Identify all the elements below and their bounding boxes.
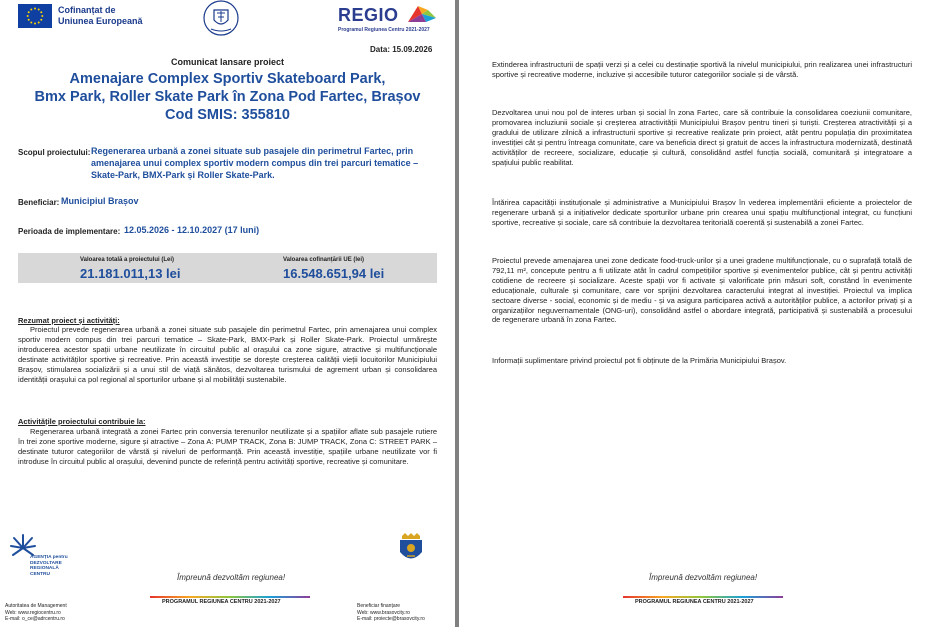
footer-color-line [150, 596, 310, 598]
page2-paragraph-2: Dezvoltarea unui nou pol de interes urban și social în zona Fartec, care să contribuie la consolidarea coeziunii comunitare, promovarea incluziunii sociale și creșterea atractivității Municipiului Brașov pentru tineri și turiști. Creșterea atractivității și a gradului de utilizare zilnică a infrastructurii sportive și recreative realizate prin proiect, atât pentru populația din proximitatea investiției cât și pentru întreaga comunitate, care va beneficia direct și gratuit de acces la infrastructura modernizată, destinată activităților de recreere, socializare, educație și cultură, consolidând astfel funcția socială, comunitară și integratoare a spațiului public reabilitat. [492, 108, 912, 167]
slogan-page-2: Împreună dezvoltăm regiunea! [649, 573, 758, 582]
period-value: 12.05.2026 - 12.10.2027 (17 luni) [124, 225, 260, 235]
eu-line-1: Cofinanțat de [58, 5, 116, 15]
beneficiary-value: Municipiul Brașov [61, 196, 139, 206]
page2-paragraph-5: Informații suplimentare privind proiectul pot fi obținute de la Primăria Municipiului Brașov. [492, 356, 787, 365]
footer-program-name: PROGRAMUL REGIUNEA CENTRU 2021-2027 [162, 599, 281, 605]
project-title [30, 70, 425, 124]
scope-value: Regenerarea urbană a zonei situate sub pasajele din perimetrul Fartec, prin amenajarea unui complex sportiv modern compus din trei parcuri tematice – Skate-Park, BMX-Park și Roller Skate-Park. [91, 146, 419, 180]
activities-text: Regenerarea urbană integrată a zonei Fartec prin conversia terenurilor neutilizate și a spațiilor aflate sub pasajele rutiere în trei zone sportive moderne, sigure și atractive – Zona A: PUMP TRACK, Zona B: JUMP TRACK, Zona C: STREET PARK – destinate tuturor categoriilor de vârstă și niveluri de performanță. Prin această investiție, spațiile urbane neutilizate vor fi introduse în circuitul public al orașului, devenind puncte de referință pentru activități sportive, recreative și comunitare. [18, 427, 437, 466]
scope-label: Scopul proiectului: [18, 148, 91, 157]
agency-line-2: DEZVOLTARE [30, 560, 62, 566]
mgmt-line-3: E-mail: o_ce@adrcentru.ro [5, 616, 65, 622]
regio-logo-icon [406, 4, 438, 24]
management-authority-info [5, 603, 67, 623]
footer-color-line-page-2 [623, 596, 783, 598]
beneficiary-label: Beneficiar: [18, 198, 60, 207]
eu-value-amount: 16.548.651,94 lei [283, 266, 385, 281]
brasov-coat-of-arms-icon [396, 532, 426, 566]
beneficiary-contact-info [357, 603, 425, 623]
project-title-line-2: Bmx Park, Roller Skate Park în Zona Pod Fartec, Brașov [34, 89, 421, 105]
document-page-1 [0, 0, 455, 627]
page2-paragraph-3: Întărirea capacității instituționale și administrative a Municipiului Brașov în vederea implementării eficiente a proiectelor de regenerare urbană și a inițiativelor dedicate sporturilor urbane prin crearea unui spațiu multifuncțional integrat, cu funcțiuni sportive, recreative și sociale, care să contribuie la dezvoltarea teritorială coerentă și sustenabilă a zonei Fartec. [492, 198, 912, 227]
page2-paragraph-1: Extinderea infrastructurii de spații verzi și a celei cu destinație sportivă la nivelul municipiului, prin realizarea unei infrastructuri sportive și recreative moderne, incluzive și accesibile tuturor categoriilor sociale și de vârstă. [492, 60, 912, 79]
page2-paragraph-4: Proiectul prevede amenajarea unei zone dedicate food-truck-urilor și a unei gradene multifuncționale, cu o suprafață totală de 792,11 m², concepute pentru a fi utilizate atât în cadrul competițiilor sportive și evenimentelor publice, cât și pentru activități cotidiene de recreere și socializare. Aceste spații vor fi activate și valorificate prin măsuri soft, constând în evenimente educaționale, culturale și comunitare, care vor sprijini dezvoltarea caracterului integrat al investiției. Proiectul va implica sectoare diverse - social, economic și de mediu - și va asigura participarea activă a autorităților publice, a actorilor privați și a organizațiilor neguvernamentale (ONG-uri), consolidând astfel o abordare integrată, participativă și sustenabilă a procesului de regenerare urbană în zona Fartec. [492, 256, 912, 325]
document-page-2 [459, 0, 926, 627]
mgmt-line-2: Web: www.regiocentru.ro [5, 609, 61, 616]
eu-value-label: Valoarea cofinanțării UE (lei) [283, 257, 365, 263]
romania-coat-of-arms-icon [203, 0, 239, 36]
footer-program-name-page-2: PROGRAMUL REGIUNEA CENTRU 2021-2027 [635, 599, 754, 605]
slogan: Împreună dezvoltăm regiunea! [177, 573, 286, 582]
summary-text: Proiectul prevede regenerarea urbană a zonei situate sub pasajele din perimetrul Fartec, prin amenajarea unui complex sportiv modern compus din trei parcuri tematice – Skate-Park, BMX-Park și Roller Skate-Park. Proiectul urmărește introducerea acestor spații urbane neutilizate în circuitul public al orașului ca zone sigure, atractive și multifuncționale destinate activităților sportive și recreative. Prin această investiție se dorește creșterea calității vieții locuitorilor Municipiului Brașov, stimularea socializării și a unui stil de viață sănătos, dezvoltarea turismului de agrement urban și consolidarea identității orașului ca pol regional al sporturilor urbane și al mobilității sustenabile. [18, 325, 437, 384]
benef-line-3: E-mail: proiecte@brasovcity.ro [357, 616, 425, 622]
activities-title: Activitățile proiectului contribuie la: [18, 417, 146, 426]
agency-line-3: REGIONALĂ [30, 566, 59, 572]
eu-line-2: Uniunea Europeană [58, 16, 143, 26]
agency-line-4: CENTRU [30, 571, 50, 577]
benef-line-1: Beneficiar finanțare [357, 603, 401, 609]
mgmt-line-1: Autoritatea de Management [5, 603, 67, 609]
project-smis-code: Cod SMIS: 355810 [165, 107, 290, 123]
total-value-amount: 21.181.011,13 lei [80, 266, 181, 281]
agency-line-1: AGENȚIA pentru [30, 555, 68, 560]
eu-cofinancing-text [58, 5, 143, 27]
benef-line-2: Web: www.brasovcity.ro [357, 609, 410, 616]
document-date: Data: 15.09.2026 [370, 45, 433, 54]
eu-flag-icon [18, 4, 52, 28]
summary-title: Rezumat proiect și activități: [18, 316, 120, 325]
total-value-label: Valoarea totală a proiectului (Lei) [80, 257, 175, 263]
press-release-label: Comunicat lansare proiect [170, 57, 285, 67]
regio-program-subtitle: Programul Regiunea Centru 2021-2027 [338, 27, 430, 33]
adr-centru-name [30, 555, 68, 577]
regio-logo-text: REGIO [338, 5, 399, 25]
project-title-line-1: Amenajare Complex Sportiv Skateboard Park, [69, 71, 386, 87]
period-label: Perioada de implementare: [18, 227, 121, 236]
